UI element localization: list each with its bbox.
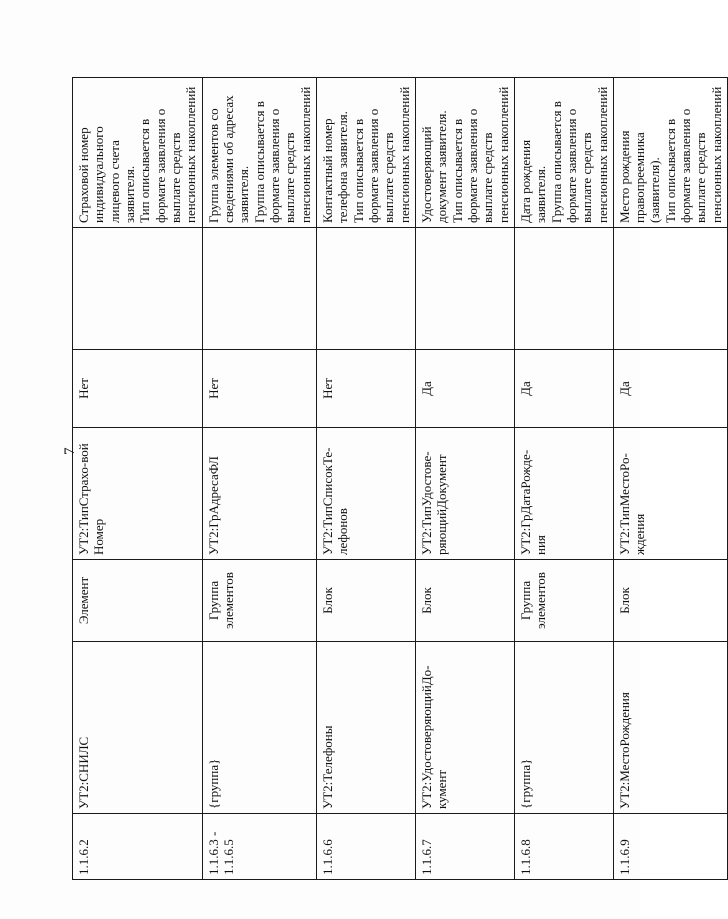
cell-description: Страховой номер индивидуального лицевого счета заявителя. Тип описывается в формате заявления о выплате средств пенсионных накоплений <box>73 78 203 228</box>
cell-kind: Группа элементов <box>202 560 316 642</box>
cell-required: Да <box>613 350 727 428</box>
cell-type: УТ2:ТипУдостове-ряющийДокумент <box>415 428 514 560</box>
table-row <box>514 78 613 880</box>
cell-number: 1.1.6.9 <box>613 814 727 880</box>
cell-note <box>316 228 415 350</box>
table-body <box>73 78 728 880</box>
cell-note <box>415 228 514 350</box>
cell-kind: Блок <box>415 560 514 642</box>
cell-element-name: {группа} <box>514 642 613 814</box>
table-row <box>613 78 727 880</box>
page-number: 7 <box>62 447 78 455</box>
cell-note <box>514 228 613 350</box>
cell-type: УТ2:ГрДатаРожде-ния <box>514 428 613 560</box>
cell-description: Группа элементов со сведениями об адресах заявителя. Группа описывается в формате заявления о выплате средств пенсионных накоплений <box>202 78 316 228</box>
cell-kind: Группа элементов <box>514 560 613 642</box>
cell-description: Удостоверяющий документ заявителя. Тип описывается в формате заявления о выплате средств пенсионных накоплений <box>415 78 514 228</box>
cell-element-name: УТ2:УдостоверяющийДо-кумент <box>415 642 514 814</box>
schema-table <box>72 77 728 880</box>
cell-element-name: УТ2:СНИЛС <box>73 642 203 814</box>
cell-element-name: УТ2:МестоРождения <box>613 642 727 814</box>
cell-kind: Блок <box>613 560 727 642</box>
cell-type: УТ2:ТипСтрахо-вой​Номер <box>73 428 203 560</box>
cell-note <box>202 228 316 350</box>
cell-description: Контактный номер телефона заявителя. Тип описывается в формате заявления о выплате средств пенсионных накоплений <box>316 78 415 228</box>
cell-number: 1.1.6.8 <box>514 814 613 880</box>
cell-kind: Элемент <box>73 560 203 642</box>
table-row <box>316 78 415 880</box>
cell-note <box>73 228 203 350</box>
cell-required: Нет <box>202 350 316 428</box>
cell-description: Дата рождения заявителя. Группа описывается в формате заявления о выплате средств пенсионных накоплений <box>514 78 613 228</box>
cell-element-name: УТ2:Телефоны <box>316 642 415 814</box>
cell-number: 1.1.6.6 <box>316 814 415 880</box>
table-row <box>202 78 316 880</box>
table-row <box>73 78 203 880</box>
cell-note <box>613 228 727 350</box>
cell-type: УТ2:ГрАдресаФЛ <box>202 428 316 560</box>
cell-number: 1.1.6.2 <box>73 814 203 880</box>
cell-number: 1.1.6.3 - 1.1.6.5 <box>202 814 316 880</box>
cell-number: 1.1.6.7 <box>415 814 514 880</box>
table-wrapper <box>72 78 724 880</box>
cell-kind: Блок <box>316 560 415 642</box>
cell-required: Нет <box>316 350 415 428</box>
cell-required: Нет <box>73 350 203 428</box>
cell-required: Да <box>415 350 514 428</box>
cell-required: Да <box>514 350 613 428</box>
table-row <box>415 78 514 880</box>
cell-description: Место рождения правопреемника (заявителя). Тип описывается в формате заявления о выплате средств пенсионных накоплений <box>613 78 727 228</box>
cell-type: УТ2:ТипСписокТе-лефонов <box>316 428 415 560</box>
cell-type: УТ2:ТипМестоРо-ждения <box>613 428 727 560</box>
cell-element-name: {группа} <box>202 642 316 814</box>
